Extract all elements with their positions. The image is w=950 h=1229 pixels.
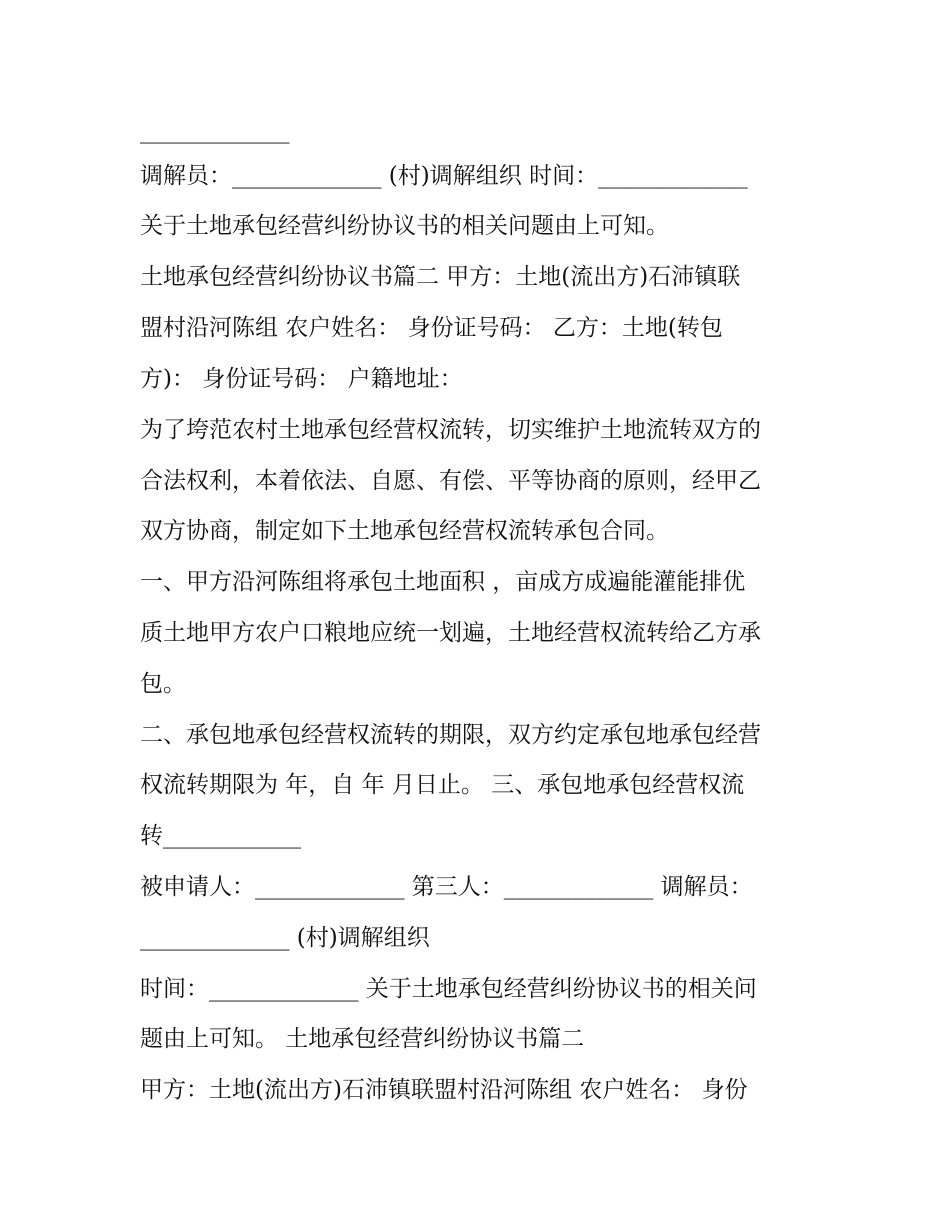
text-line: 甲方：土地(流出方)石沛镇联盟村沿河陈组 农户姓名： 身份 [140,1077,748,1103]
text-line: 为了垮范农村土地承包经营权流转，切实维护土地流转双方的 [140,417,761,443]
text-line: 方)： 身份证号码： 户籍地址： [140,366,463,392]
text-line: 质土地甲方农户口粮地应统一划遍，土地经营权流转给乙方承 [140,620,761,646]
text-line: 包。 [140,671,186,697]
text-line: 权流转期限为 年，自 年 月日止。 三、承包地承包经营权流 [140,772,745,798]
text-line: 时间：_____________ 关于土地承包经营纠纷协议书的相关问 [140,976,757,1002]
text-line: 盟村沿河陈组 农户姓名： 身份证号码： 乙方：土地(转包 [140,315,723,341]
text-line: 一、甲方沿河陈组将承包土地面积 ，亩成方成遍能灌能排优 [140,569,746,595]
text-line: 题由上可知。 土地承包经营纠纷协议书篇二 [140,1026,585,1052]
text-line: 合法权利，本着依法、自愿、有偿、平等协商的原则，经甲乙 [140,468,761,494]
text-line: 被申请人：_____________ 第三人：_____________ 调解员： [140,874,753,900]
text-line: 转____________ [140,823,301,849]
text-line: 双方协商，制定如下土地承包经营权流转承包合同。 [140,518,669,544]
text-line: 调解员：_____________ (村)调解组织 时间：_____________ [140,163,748,189]
text-line: _____________ (村)调解组织 [140,925,430,951]
text-line: 土地承包经营纠纷协议书篇二 甲方：土地(流出方)石沛镇联 [140,264,741,290]
text-line: _____________ [140,118,290,144]
text-line: 关于土地承包经营纠纷协议书的相关问题由上可知。 [140,213,669,239]
text-line: 二、承包地承包经营权流转的期限，双方约定承包地承包经营 [140,722,761,748]
